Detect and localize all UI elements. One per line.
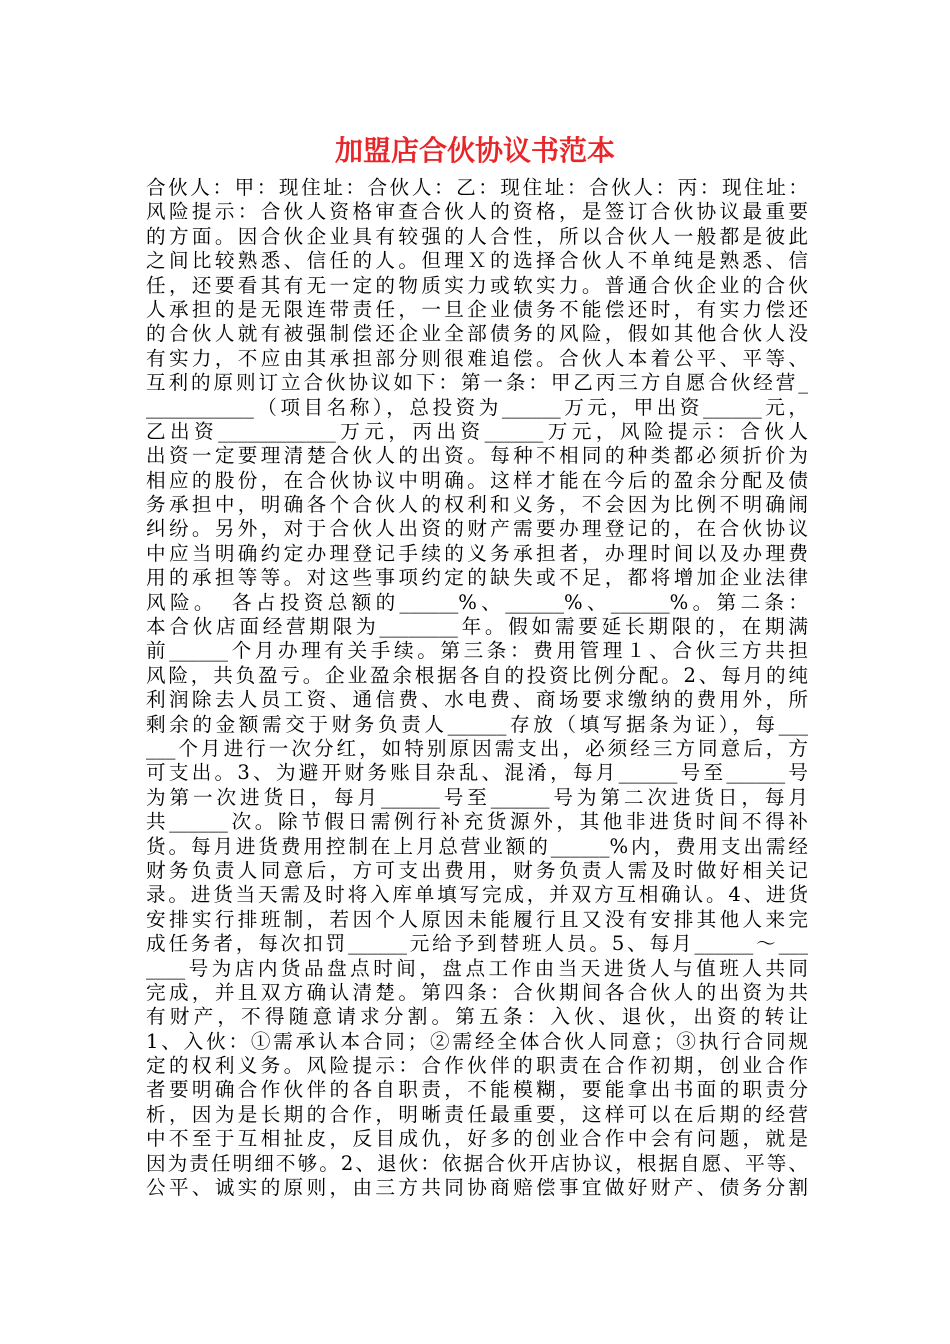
body-line: 因为责任明细不够。2、退伙：依据合伙开店协议，根据自愿、平等、 [146, 1151, 808, 1175]
body-line: 剩余的金额需交于财务负责人______存放（填写据条为证），每___ [146, 712, 808, 736]
body-line: 定的权利义务。风险提示：合作伙伴的职责在合作初期，创业合作 [146, 1054, 808, 1078]
body-line: 安排实行排班制，若因个人原因未能履行且又没有安排其他人来完 [146, 907, 808, 931]
body-line: 的合伙人就有被强制偿还企业全部债务的风险，假如其他合伙人没 [146, 322, 808, 346]
body-line: 中应当明确约定办理登记手续的义务承担者，办理时间以及办理费 [146, 541, 808, 565]
body-line: 为第一次进货日，每月______号至______号为第二次进货日，每月 [146, 785, 808, 809]
body-line: 前______个月办理有关手续。第三条：费用管理１、合伙三方共担 [146, 639, 808, 663]
body-line: ___个月进行一次分红，如特别原因需支出，必须经三方同意后，方 [146, 736, 808, 760]
body-line: 财务负责人同意后，方可支出费用，财务负责人需及时做好相关记 [146, 858, 808, 882]
body-line: 的方面。因合伙企业具有较强的人合性，所以合伙人一般都是彼此 [146, 224, 808, 248]
body-line: ____号为店内货品盘点时间，盘点工作由当天进货人与值班人共同 [146, 956, 808, 980]
body-line: 公平、诚实的原则，由三方共同协商赔偿事宜做好财产、债务分割 [146, 1176, 808, 1200]
body-line: 共______次。除节假日需例行补充货源外，其他非进货时间不得补 [146, 810, 808, 834]
body-line: 人承担的是无限连带责任，一旦企业债务不能偿还时，有实力偿还 [146, 297, 808, 321]
body-line: 1、入伙：①需承认本合同；②需经全体合伙人同意；③执行合同规 [146, 1029, 808, 1053]
body-line: 货。每月进货费用控制在上月总营业额的______%内，费用支出需经 [146, 834, 808, 858]
body-line: 本合伙店面经营期限为________年。假如需要延长期限的，在期满 [146, 615, 808, 639]
body-line: 之间比较熟悉、信任的人。但理Ｘ的选择合伙人不单纯是熟悉、信 [146, 249, 808, 273]
body-line: 任，还要看其有无一定的物质实力或软实力。普通合伙企业的合伙 [146, 273, 808, 297]
body-line: 相应的股份，在合伙协议中明确。这样才能在今后的盈余分配及债 [146, 468, 808, 492]
body-line: 完成，并且双方确认清楚。第四条：合伙期间各合伙人的出资为共 [146, 980, 808, 1004]
body-line: 务承担中，明确各个合伙人的权利和义务，不会因为比例不明确闹 [146, 493, 808, 517]
body-line: 利润除去人员工资、通信费、水电费、商场要求缴纳的费用外，所 [146, 688, 808, 712]
body-line: 风险。 各占投资总额的______%、______%、______%。第二条： [146, 590, 808, 614]
body-line: 风险提示：合伙人资格审查合伙人的资格，是签订合伙协议最重要 [146, 200, 808, 224]
body-line: 乙出资____________万元，丙出资______万元，风险提示：合伙人 [146, 419, 808, 443]
body-line: 风险，共负盈亏。企业盈余根据各自的投资比例分配。2、每月的纯 [146, 663, 808, 687]
document-body [146, 176, 808, 1200]
body-line: 者要明确合作伙伴的各自职责，不能模糊，要能拿出书面的职责分 [146, 1078, 808, 1102]
body-line: 有财产，不得随意请求分割。第五条：入伙、退伙，出资的转让 [146, 1005, 808, 1029]
document-title: 加盟店合伙协议书范本 [334, 134, 615, 167]
body-line: 合伙人：甲：现住址：合伙人：乙：现住址：合伙人：丙：现住址： [146, 176, 808, 199]
body-line: 用的承担等等。对这些事项约定的缺失或不足，都将增加企业法律 [146, 566, 808, 590]
body-line: 有实力，不应由其承担部分则很难追偿。合伙人本着公平、平等、 [146, 346, 808, 370]
body-line: 录。进货当天需及时将入库单填写完成，并双方互相确认。4、进货 [146, 883, 808, 907]
body-line: 互利的原则订立合伙协议如下：第一条：甲乙丙三方自愿合伙经营_ [146, 371, 808, 395]
body-line: 出资一定要理清楚合伙人的出资。每种不相同的种类都必须折价为 [146, 444, 808, 468]
body-line: 中不至于互相扯皮，反目成仇，好多的创业合作中会有问题，就是 [146, 1127, 808, 1151]
body-line: 析，因为是长期的合作，明晰责任最重要，这样可以在后期的经营 [146, 1102, 808, 1126]
body-line: 成任务者，每次扣罚______元给予到替班人员。5、每月______～___ [146, 932, 808, 956]
body-line: 可支出。3、为避开财务账目杂乱、混淆，每月______号至______号 [146, 761, 808, 785]
body-line: ___________（项目名称），总投资为______万元，甲出资______元， [146, 395, 808, 419]
body-line: 纠纷。另外，对于合伙人出资的财产需要办理登记的，在合伙协议 [146, 517, 808, 541]
